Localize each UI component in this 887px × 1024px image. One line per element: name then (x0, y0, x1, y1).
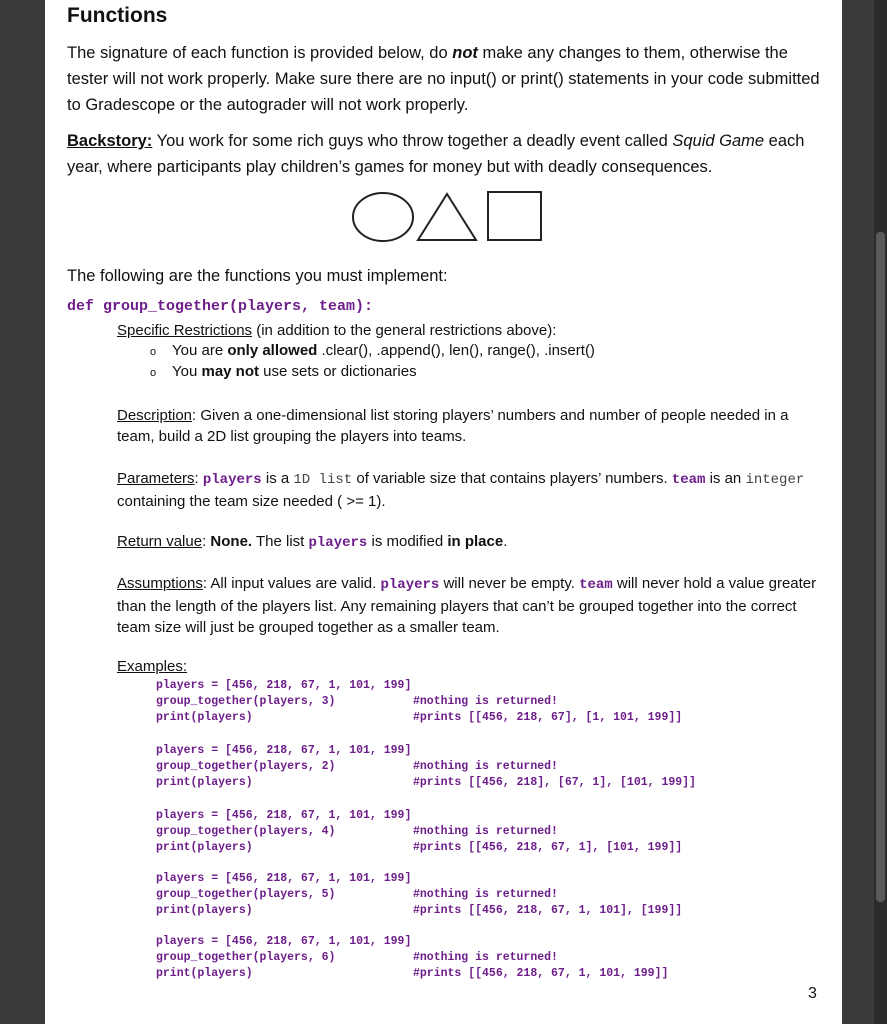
restriction-bullet: o You may not use sets or dictionaries (150, 363, 417, 380)
example-output-1: #nothing is returned! #prints [[456, 218, 67], [1, 101, 199]] (413, 695, 683, 724)
function-signature: def group_together(players, team): (67, 298, 374, 315)
example-code-1: players = [456, 218, 67, 1, 101, 199] group_together(players, 3) print(players) (156, 679, 412, 724)
restriction-bullet: o You are only allowed .clear(), .append(), len(), range(), .insert() (150, 342, 595, 359)
return-value: Return value: None. The list players is modified in place. (117, 533, 508, 551)
parameters: Parameters: players is a 1D list of variable size that contains players’ numbers. team is an integer containing the team size needed ( >= 1). (117, 470, 805, 510)
section-heading: Functions (67, 4, 168, 27)
example-output-4: #nothing is returned! #prints [[456, 218, 67, 1, 101], [199]] (413, 888, 683, 917)
square-shape (488, 192, 541, 240)
example-output-2: #nothing is returned! #prints [[456, 218], [67, 1], [101, 199]] (413, 760, 696, 789)
example-code-4: players = [456, 218, 67, 1, 101, 199] group_together(players, 5) print(players) (156, 872, 412, 917)
assumptions: Assumptions: All input values are valid. players will never be empty. team will never hold a value greater than the length of the players list. Any remaining players that can’t be grouped together into the correct team size will just be grouped together as a smaller team. (117, 575, 817, 636)
examples-heading: Examples: (117, 658, 188, 675)
squid-game-shapes (350, 190, 545, 245)
example-code-5: players = [456, 218, 67, 1, 101, 199] group_together(players, 6) print(players) (156, 935, 412, 980)
bullet-icon: o (150, 367, 157, 379)
backstory-paragraph: Backstory: You work for some rich guys who throw together a deadly event called Squid Game each year, where participants play children’s games for money but with deadly consequences. (67, 132, 805, 176)
description: Description: Given a one-dimensional list storing players’ numbers and number of people needed in a team, build a 2D list grouping the players into teams. (117, 407, 789, 445)
bullet-icon: o (150, 346, 157, 358)
example-output-3: #nothing is returned! #prints [[456, 218, 67, 1], [101, 199]] (413, 825, 683, 854)
restrictions-heading: Specific Restrictions (in addition to the general restrictions above): (117, 322, 557, 339)
page-number: 3 (808, 985, 817, 1002)
intro-paragraph: The signature of each function is provided below, do not make any changes to them, otherwise the tester will not work properly. Make sure there are no input() or print() statements in your code submitted to Gradescope or the autograder will not work properly. (67, 44, 820, 114)
example-code-3: players = [456, 218, 67, 1, 101, 199] group_together(players, 4) print(players) (156, 809, 412, 854)
example-output-5: #nothing is returned! #prints [[456, 218, 67, 1, 101, 199]] (413, 951, 669, 980)
functions-intro: The following are the functions you must implement: (67, 267, 448, 285)
circle-shape (353, 193, 413, 241)
scrollbar-thumb[interactable] (876, 232, 885, 902)
triangle-shape (418, 194, 476, 240)
example-code-2: players = [456, 218, 67, 1, 101, 199] group_together(players, 2) print(players) (156, 744, 412, 789)
